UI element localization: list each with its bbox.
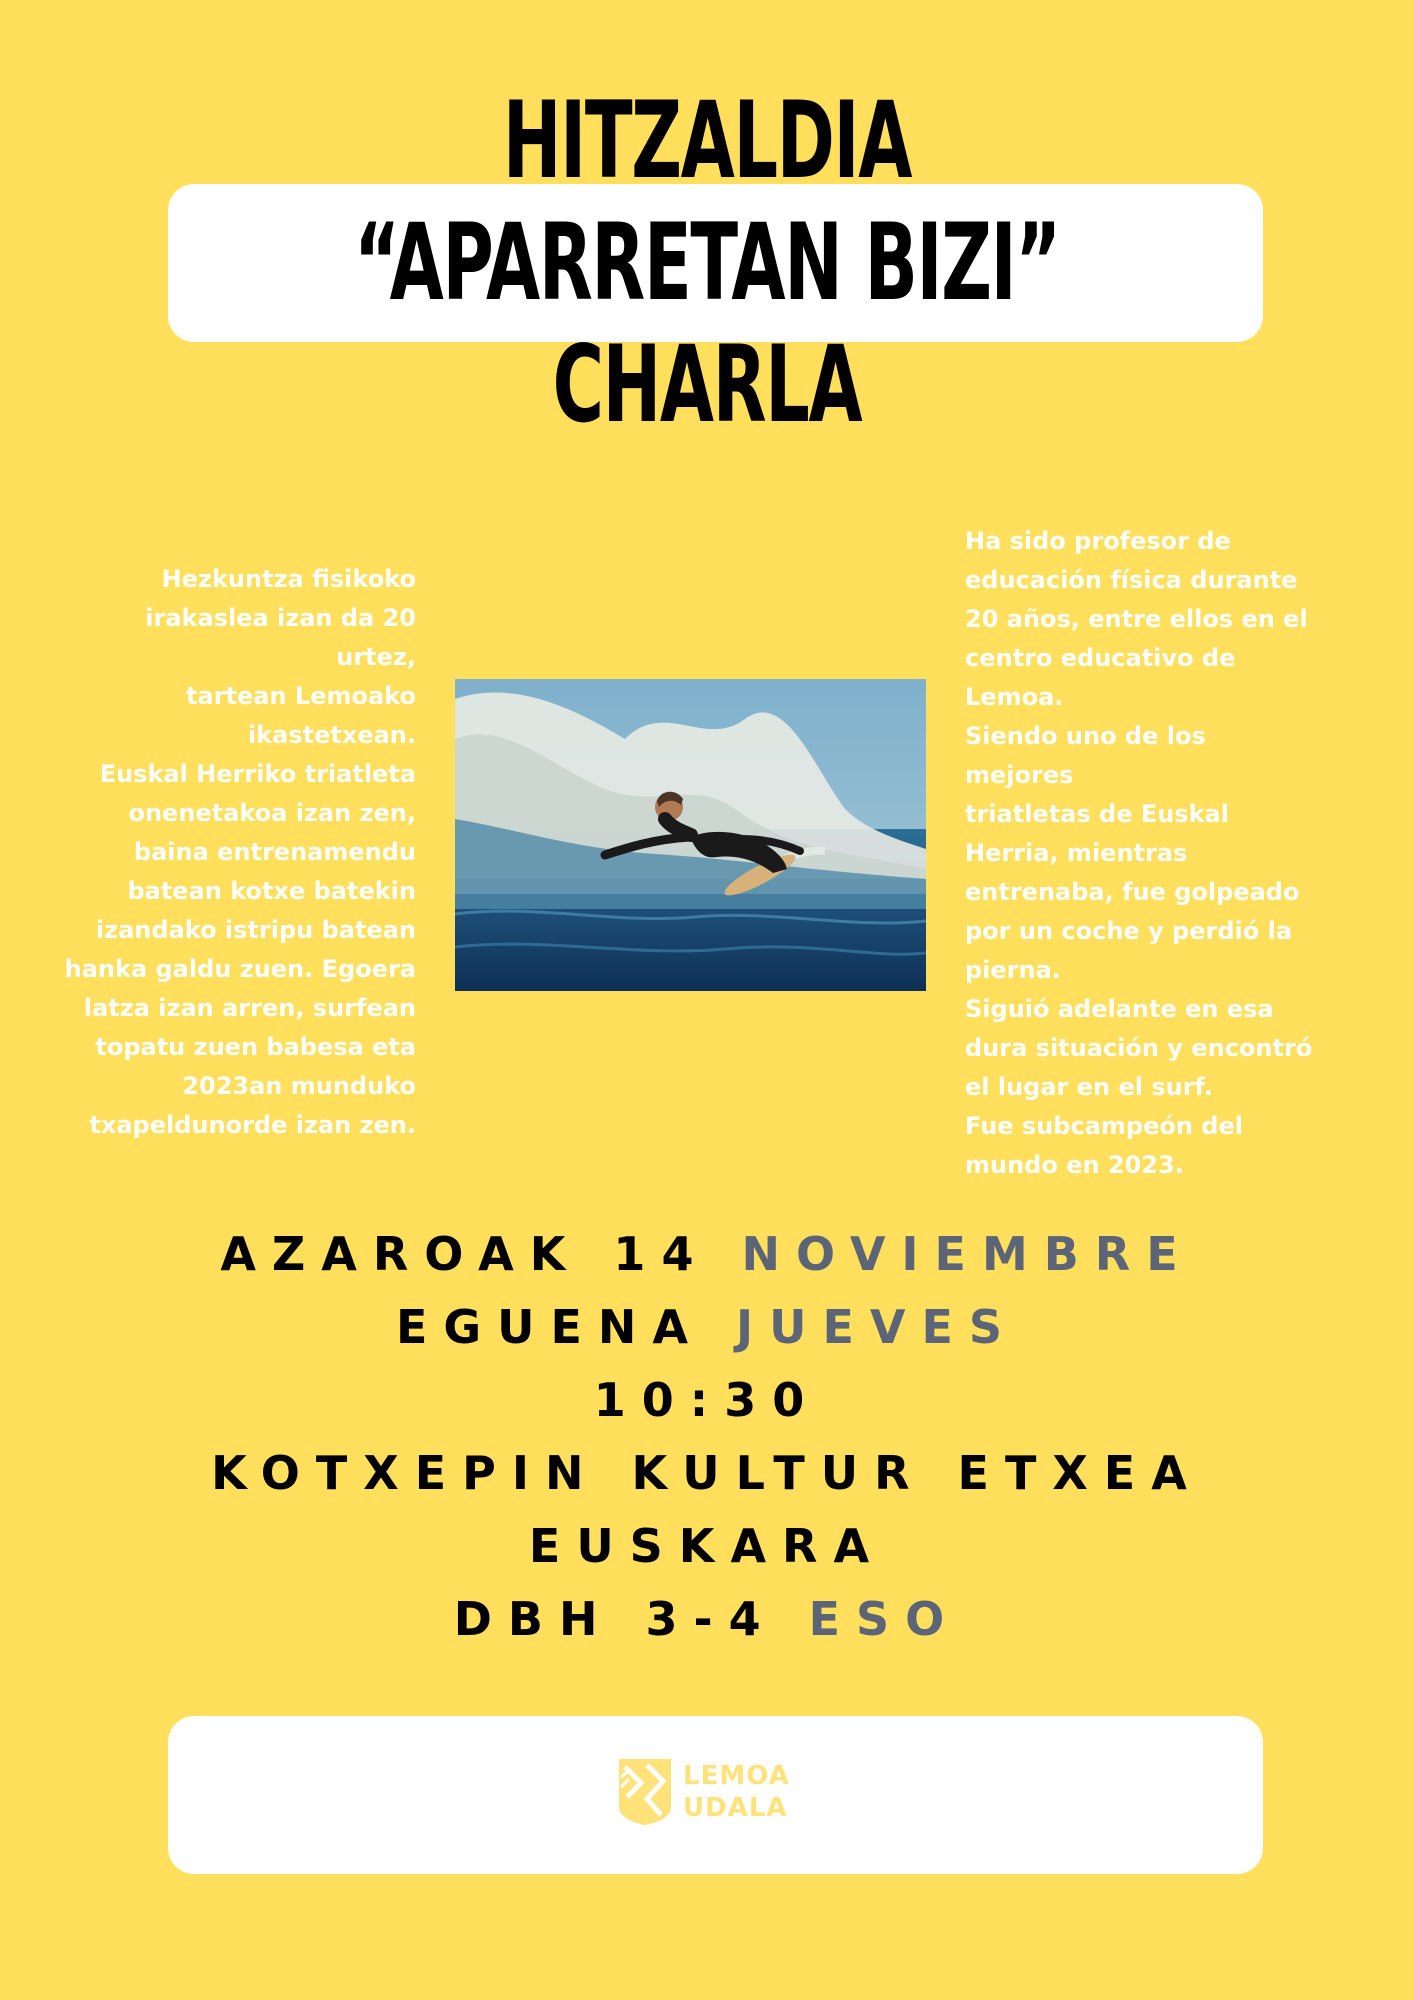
event-day xyxy=(0,1291,1414,1364)
title-hitzaldia: HITZALDIA xyxy=(502,79,912,202)
lemoa-udala-logo xyxy=(617,1757,790,1827)
logo-text: LEMOA UDALA xyxy=(683,1761,790,1823)
event-audience xyxy=(0,1583,1414,1656)
date-basque: AZAROAK 14 xyxy=(220,1227,710,1281)
audience-basque: DBH 3-4 xyxy=(453,1592,777,1646)
event-date xyxy=(0,1218,1414,1291)
day-spanish: JUEVES xyxy=(736,1300,1019,1354)
surfer-photo xyxy=(455,679,926,991)
lemoa-shield-icon xyxy=(617,1757,673,1827)
event-language: EUSKARA xyxy=(528,1519,886,1573)
bio-spanish: Ha sido profesor de educación física durante 20 años, entre ellos en el centro educativo de Lemoa. Siendo uno de los mejores triatletas de Euskal Herria, mientras entrenaba, fue golpeado por un coche y perdió la pierna. Siguió adelante en esa dura situación y encontró el lugar en el surf. Fue subcampeón del mundo en 2023. xyxy=(965,527,1313,1179)
event-place: KOTXEPIN KULTUR ETXEA xyxy=(211,1446,1203,1500)
date-spanish: NOVIEMBRE xyxy=(741,1227,1194,1281)
audience-spanish: ESO xyxy=(808,1592,961,1646)
day-basque: EGUENA xyxy=(395,1300,704,1354)
bio-basque: Hezkuntza fisikoko irakaslea izan da 20 urtez, tartean Lemoako ikastetxean. Euskal Herriko triatleta onenetakoa izan zen, baina entrenamendu batean kotxe batekin izandako istripu batean hanka galdu zuen. Egoera latza izan arren, surfean topatu zuen babesa eta 2023an munduko txapeldunorde izan zen. xyxy=(64,565,416,1139)
event-time: 10:30 xyxy=(593,1373,821,1427)
title-charla: CHARLA xyxy=(552,323,862,446)
event-details xyxy=(0,1218,1414,1656)
title-event-name: “APARRETAN BIZI” xyxy=(354,201,1060,324)
